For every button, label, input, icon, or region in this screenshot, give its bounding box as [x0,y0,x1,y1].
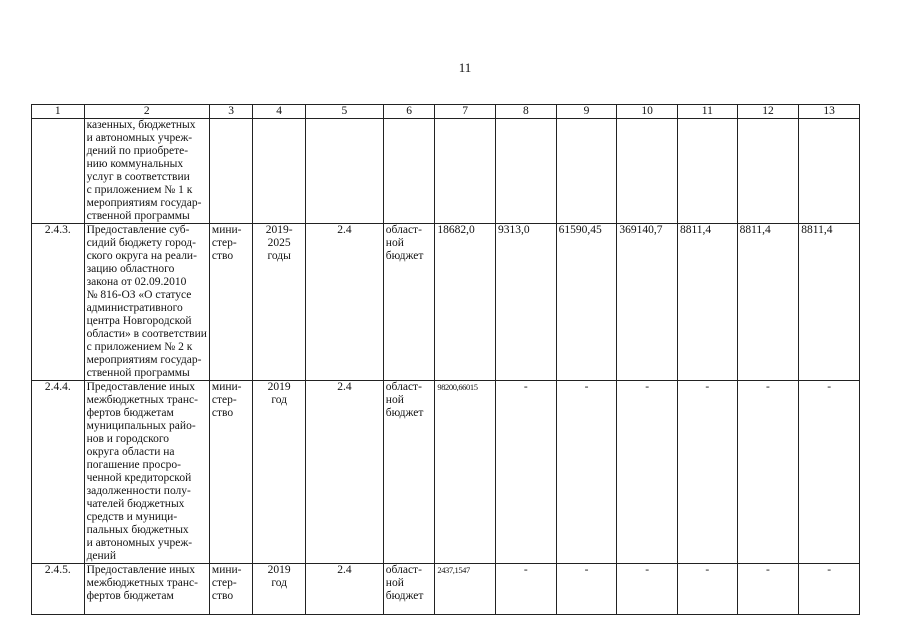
row-period: 2019- 2025 годы [253,224,306,381]
row-source: област- ной бюджет [383,381,435,564]
row-value-2019 [435,119,496,224]
row-value-2020 [496,119,557,224]
row-number [32,119,85,224]
row-value-2024: - [737,564,799,615]
row-value-2024: 8811,4 [737,224,799,381]
column-header: 10 [617,105,678,119]
row-description: Предоставление иных межбюджетных транс- фертов бюджетам муниципальных райо- нов и городского округа области на погашение просро- ченной кредиторской задолженности полу- чателей бюджетных средств и муници- пальных бюджетных и автономных учреж- дений [84,381,209,564]
row-source: област- ной бюджет [383,564,435,615]
row-executor: мини- стер- ство [209,381,252,564]
row-description: Предоставление суб- сидий бюджету город- ского округа на реали- зацию областного закона от 02.09.2010 № 816-ОЗ «О статусе административного центра Новгородской области» в соответствии с приложением № 2 к мероприятиям государ- ственной программы [84,224,209,381]
row-value-2025: - [799,381,860,564]
row-description: Предоставление иных межбюджетных транс- фертов бюджетам [84,564,209,615]
row-number: 2.4.4. [32,381,85,564]
table-row [32,119,860,224]
row-value-2019: 18682,0 [435,224,496,381]
row-target: 2.4 [305,224,383,381]
budget-table [31,104,860,615]
row-source: област- ной бюджет [383,224,435,381]
column-header: 5 [305,105,383,119]
row-value-2024: - [737,381,799,564]
row-period: 2019 год [253,381,306,564]
row-value-2021: 61590,45 [556,224,617,381]
column-header: 11 [677,105,737,119]
row-number: 2.4.3. [32,224,85,381]
row-value-2022: 369140,7 [617,224,678,381]
row-value-2021 [556,119,617,224]
table-row [32,564,860,615]
row-value-2019: 98200,66015 [435,381,496,564]
page-number: 11 [458,60,472,75]
row-period: 2019 год [253,564,306,615]
row-value-2022: - [617,564,678,615]
column-header: 3 [209,105,252,119]
column-header: 1 [32,105,85,119]
row-value-2025: - [799,564,860,615]
row-target: 2.4 [305,381,383,564]
row-value-2025: 8811,4 [799,224,860,381]
row-value-2019: 2437,1547 [435,564,496,615]
row-value-2021: - [556,564,617,615]
row-period [253,119,306,224]
row-value-2025 [799,119,860,224]
row-value-2022 [617,119,678,224]
row-value-2020: 9313,0 [496,224,557,381]
row-source [383,119,435,224]
column-header: 8 [496,105,557,119]
row-executor [209,119,252,224]
table-row [32,381,860,564]
row-value-2020: - [496,564,557,615]
row-value-2020: - [496,381,557,564]
column-header: 2 [84,105,209,119]
row-value-2022: - [617,381,678,564]
row-target [305,119,383,224]
row-value-2023: - [677,381,737,564]
column-header: 13 [799,105,860,119]
row-executor: мини- стер- ство [209,564,252,615]
row-number: 2.4.5. [32,564,85,615]
table-row [32,224,860,381]
column-number-row [32,105,860,119]
row-value-2023 [677,119,737,224]
column-header: 7 [435,105,496,119]
row-value-2023: 8811,4 [677,224,737,381]
column-header: 12 [737,105,799,119]
column-header: 6 [383,105,435,119]
row-target: 2.4 [305,564,383,615]
row-value-2024 [737,119,799,224]
row-value-2021: - [556,381,617,564]
row-description: казенных, бюджетных и автономных учреж- дений по приобрете- нию коммунальных услуг в соответствии с приложением № 1 к мероприятиям государ- ственной программы [84,119,209,224]
column-header: 4 [253,105,306,119]
row-executor: мини- стер- ство [209,224,252,381]
column-header: 9 [556,105,617,119]
row-value-2023: - [677,564,737,615]
